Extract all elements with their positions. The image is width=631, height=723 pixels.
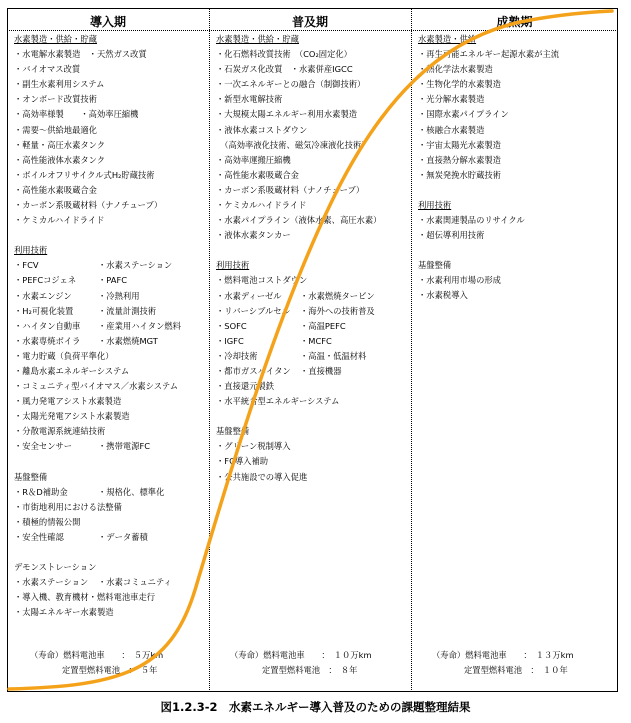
item-text: ・カーボン系吸蔵材料（ナノチューブ） (216, 184, 365, 195)
item-text: ・ボイルオフリサイクル式H₂貯蔵技術 (14, 169, 155, 180)
item-text: ・軽量・高圧水素タンク (14, 139, 106, 150)
item-text: ・R＆D補助金 (14, 486, 68, 497)
section-heading: 基盤整備 (216, 426, 250, 437)
item-text: ・グリーン税制導入 (216, 441, 291, 452)
item-text: ・安全性確認 (14, 531, 64, 542)
vehicle-label: 燃料電池車 (263, 650, 305, 660)
item-text: ・水素利用市場の形成 (418, 275, 501, 286)
item-text: ・副生水素利用システム (14, 79, 105, 90)
item-text: ・水素燃焼MGT (98, 335, 158, 346)
item-text: ・冷熱利用 (98, 290, 140, 301)
item-text: ・FC導入補助 (216, 456, 269, 467)
item-text: ・水素関連製品のリサイクル (418, 215, 525, 226)
item-text: ・高性能液体水素タンク (14, 154, 106, 165)
phase-title-diffusion: 普及期 (291, 15, 328, 29)
item-text: ・水素税導入 (418, 290, 468, 301)
item-text: ・高性能水素吸蔵合金 (216, 169, 299, 180)
section-heading: 利用技術 (14, 245, 48, 256)
item-text: ・冷却技術 (216, 350, 258, 361)
item-text: ・化石燃料改質技術 （CO₂固定化） (216, 49, 352, 60)
item-text: ・液体水素タンカー (216, 230, 291, 241)
item-text: ・FCV (14, 260, 39, 271)
section-heading: 利用技術 (216, 260, 250, 271)
item-text: ・安全センサー (14, 441, 73, 452)
item-text: ・携帯電源FC (98, 441, 151, 452)
item-text: ・高効率運搬圧縮機 (216, 154, 291, 165)
vehicle-life-value: ： ５万km (121, 650, 164, 660)
stationary-label: 定置型燃料電池 (62, 665, 121, 675)
vehicle-label: 燃料電池車 (63, 650, 105, 660)
item-text: ・PEFCコジェネ (14, 275, 77, 286)
section-heading: 利用技術 (418, 199, 452, 210)
section-heading: 水素製造・供給・貯蔵 (216, 34, 299, 44)
item-text: ・コミュニティ型バイオマス／水素システム (14, 381, 179, 392)
item-text: ・ケミカルハイドライド (14, 215, 105, 226)
item-text: ・太陽光発電アシスト水素製造 (14, 411, 130, 422)
section-heading: 水素製造・供給 (418, 34, 477, 44)
s-curve-path (9, 11, 612, 689)
item-text: ・水素コミュニティ (98, 577, 172, 588)
item-text: ・直接機器 (300, 365, 342, 376)
stationary-life-value: ： ８年 (328, 665, 358, 675)
item-text: ・風力発電アシスト水素製造 (14, 396, 122, 407)
item-text: ・水素ステーション (98, 260, 173, 271)
item-text: ・PAFC (98, 275, 128, 286)
item-text: ・国際水素パイプライン (418, 109, 509, 120)
item-text: ・無炭発挽水貯蔵技術 (418, 169, 501, 180)
item-text: ・超伝導利用技術 (418, 230, 485, 241)
item-text: ・石炭ガス化改質 ・水素併産IGCC (216, 64, 353, 75)
item-text: ・市街地利用における法整備 (14, 501, 122, 512)
item-text: ・MCFC (300, 335, 332, 346)
item-text: ・生物化学的水素製造 (418, 79, 501, 90)
life-label: （寿命） (30, 650, 64, 660)
phase-title-introduction: 導入期 (89, 15, 126, 29)
item-text: ・リバーシブルセル (216, 305, 290, 316)
item-text: ・IGFC (216, 335, 244, 346)
item-text: ・電力貯蔵（負荷平準化） (14, 350, 114, 361)
item-text: ・燃料電池コストダウン (216, 275, 308, 286)
item-text: ・オンボード改質技術 (14, 94, 97, 105)
item-text: ・新型水電解技術 (216, 94, 283, 105)
stationary-life-value: ： ５年 (128, 665, 158, 675)
item-text: ・光分解水素製造 (418, 94, 485, 105)
item-text: ・高温PEFC (300, 320, 346, 331)
stationary-label: 定置型燃料電池 (464, 665, 523, 675)
item-text: ・水素専焼ボイラ (14, 335, 81, 346)
item-text: ・ケミカルハイドライド (216, 200, 307, 211)
vehicle-life-value: ： １０万km (321, 650, 372, 660)
item-text: ・規格化、標準化 (98, 486, 165, 497)
item-text: ・水平統合型エネルギーシステム (216, 396, 340, 407)
item-text: ・水素パイプライン（液体水素、高圧水素） (216, 215, 382, 226)
figure-caption: 図1.2.3-2 水素エネルギー導入普及のための課題整理結果 (160, 700, 471, 714)
item-text: ・水素エンジン (14, 290, 72, 301)
item-text: ・水素燃焼タービン (300, 290, 375, 301)
item-text: ・カーボン系吸蔵材料（ナノチューブ） (14, 200, 163, 211)
item-text: ・熱化学法水素製造 (418, 64, 493, 75)
item-text: ・高効率様製 ・高効率圧縮機 (14, 109, 139, 120)
stationary-life-value: ： １０年 (530, 665, 568, 675)
item-text: ・SOFC (216, 320, 247, 331)
item-text: ・核融合水素製造 (418, 124, 485, 135)
item-text: ・大規模太陽エネルギー利用水素製造 (216, 109, 358, 120)
item-text: ・H₂可視化装置 (14, 305, 74, 316)
section-heading: デモンストレーション (14, 562, 97, 572)
section-heading: 基盤整備 (418, 260, 452, 271)
item-text: ・水素ステーション (14, 577, 89, 588)
item-text: ・直接還元製鉄 (216, 381, 275, 392)
item-text: ・再生可能エネルギー起源水素が主流 (418, 49, 560, 60)
item-text: ・液体水素コストダウン (216, 124, 308, 135)
vehicle-life-value: ： １３万km (523, 650, 574, 660)
vehicle-label: 燃料電池車 (465, 650, 507, 660)
item-text: ・バイオマス改質 (14, 64, 81, 75)
phase-title-maturity: 成熟期 (496, 15, 533, 29)
item-text: ・高温・低温材料 (300, 350, 367, 361)
item-text: ・ハイタン自動車 (14, 320, 81, 331)
item-text: ・宇宙太陽光水素製造 (418, 139, 501, 150)
section-heading: 水素製造・供給・貯蔵 (14, 34, 97, 44)
item-text: ・流量計測技術 (98, 305, 157, 316)
item-text: ・水素ディーゼル (216, 290, 282, 301)
item-text: ・分散電源系統連結技術 (14, 426, 106, 437)
item-text: ・水電解水素製造 ・天然ガス改質 (14, 49, 147, 60)
item-text: ・太陽エネルギー水素製造 (14, 607, 114, 618)
item-text: ・高性能水素吸蔵合金 (14, 184, 97, 195)
section-heading: 基盤整備 (14, 471, 48, 482)
item-text: ・産業用ハイタン燃料 (98, 320, 181, 331)
item-text: ・離島水素エネルギーシステム (14, 365, 130, 376)
item-text: ・データ蓄積 (98, 531, 148, 542)
item-text: ・一次エネルギーとの融合（制御技術） (216, 79, 366, 90)
item-text: ・海外への技術普及 (300, 305, 375, 316)
item-text: ・公共施設での導入促進 (216, 471, 308, 482)
item-text: ・積極的情報公開 (14, 516, 81, 527)
item-text: ・都市ガスハイタン (216, 365, 291, 376)
item-text: ・需要～供給地最適化 (14, 124, 97, 135)
life-label: （寿命） (432, 650, 466, 660)
item-text: ・直接熱分解水素製造 (418, 154, 501, 165)
item-text: （高効率液化技術、磁気冷凍液化技術） (216, 139, 370, 150)
stationary-label: 定置型燃料電池 (262, 665, 321, 675)
life-label: （寿命） (230, 650, 264, 660)
item-text: ・導入機、教育機材・燃料電池車走行 (14, 592, 156, 603)
